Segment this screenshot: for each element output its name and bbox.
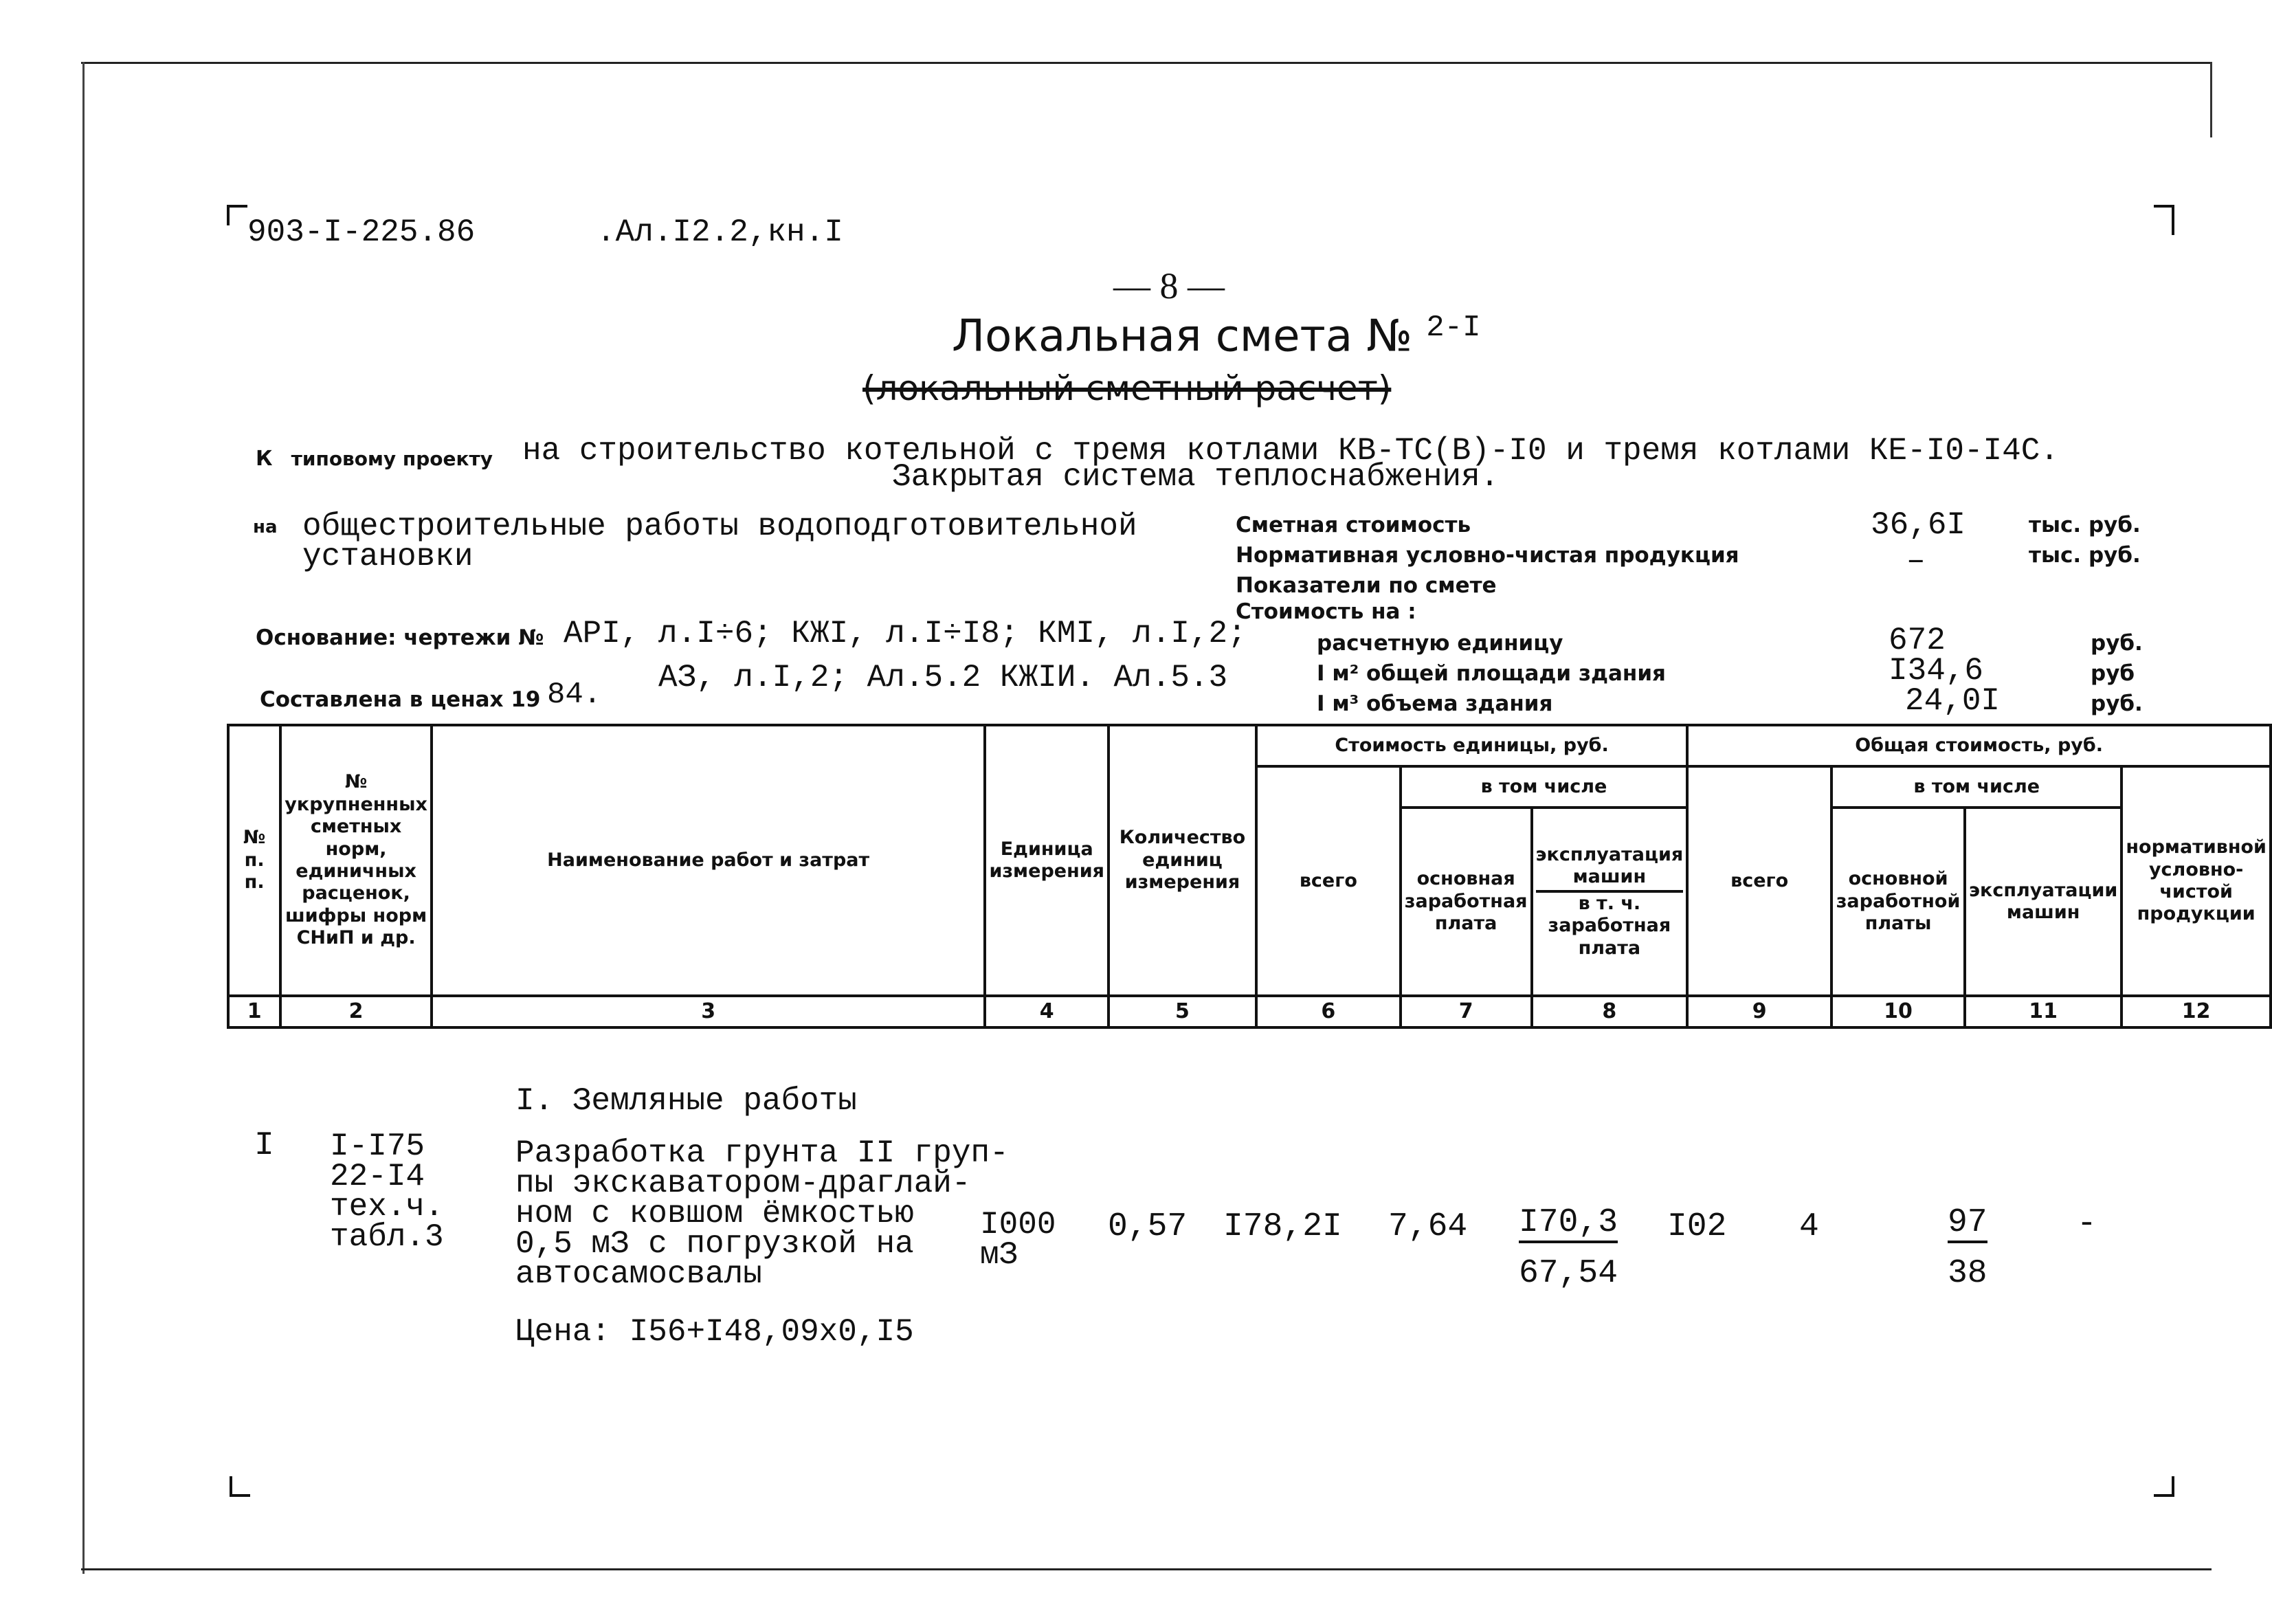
page-frame-top	[81, 62, 2212, 64]
header-quantity: Количество единиц измерения	[1109, 725, 1256, 996]
column-number: 3	[432, 996, 985, 1027]
row-code-line: I-I75	[330, 1128, 425, 1164]
page-number: — 8 —	[1113, 265, 1225, 307]
corner-mark-top-left	[227, 205, 247, 225]
project-prefix	[256, 447, 493, 471]
row-total-wage: 4	[1799, 1208, 1819, 1245]
page-frame-bottom	[81, 1568, 2212, 1570]
works-line1: общестроительные работы водоподготовительной	[302, 509, 1137, 544]
header-work-name: Наименование работ и затрат	[432, 725, 985, 996]
page-frame-left	[82, 62, 85, 1574]
doc-code: 903-I-225.86	[247, 214, 476, 250]
prefix-label: типовому проекту	[291, 447, 493, 470]
page-title	[952, 311, 1481, 361]
row-quantity: 0,57	[1108, 1208, 1188, 1245]
normative-product-value: –	[1906, 543, 1926, 579]
row-total-machines	[1948, 1204, 1987, 1243]
normative-product-label: Нормативная условно-чистая продукция	[1236, 543, 1739, 568]
prices-label: Составлена в ценах 19	[260, 687, 541, 712]
project-text-line1: на строительство котельной с тремя котлами КВ-ТС(В)-I0 и тремя котлами КЕ-I0-I4С.	[522, 433, 2059, 469]
row-normative-product: -	[2077, 1205, 2097, 1243]
corner-mark-bottom-right	[2154, 1476, 2174, 1497]
column-number: 10	[1831, 996, 1965, 1027]
header-unit-machines-bottom: в т. ч. заработная плата	[1548, 892, 1671, 959]
column-number: 12	[2121, 996, 2271, 1027]
per-unit-value: 672	[1889, 623, 1946, 658]
row-description-line: пы экскаватором-драглай-	[515, 1166, 971, 1201]
struck-subtitle: (локальный сметный расчет)	[862, 368, 1392, 408]
basis-label: Основание: чертежи №	[256, 625, 544, 650]
row-unit-machines-value: I70,3	[1519, 1206, 1618, 1243]
per-area-value: I34,6	[1889, 653, 1984, 689]
row-unit-line1: I000	[980, 1207, 1056, 1243]
column-number: 7	[1401, 996, 1532, 1027]
per-area-label: I м² общей площади здания	[1317, 661, 1666, 686]
row-code-line: тех.ч.	[330, 1189, 444, 1225]
per-volume-unit: руб.	[2091, 691, 2143, 716]
per-unit-unit: руб.	[2091, 631, 2143, 656]
column-number: 4	[985, 996, 1109, 1027]
row-description-line: ном с ковшом ёмкостью	[515, 1196, 914, 1232]
per-volume-label: I м³ объема здания	[1317, 691, 1553, 716]
header-norm-codes: № укрупненных сметных норм, единичных расценок, шифры норм СНиП и др.	[280, 725, 432, 996]
per-volume-value: 24,0I	[1905, 683, 2001, 719]
header-unit-total: всего	[1256, 766, 1401, 996]
row-number: I	[254, 1127, 274, 1164]
row-description-line: Разработка грунта II груп-	[515, 1135, 1009, 1171]
project-text-line2: Закрытая система теплоснабжения.	[892, 459, 1500, 495]
prices-year: 84.	[547, 678, 602, 712]
header-row-number: № п. п.	[228, 725, 280, 996]
row-unit-machines	[1519, 1204, 1618, 1243]
header-total: всего	[1687, 766, 1831, 996]
estimated-cost-value: 36,6I	[1871, 507, 1966, 543]
row-code-line: 22-I4	[330, 1159, 425, 1194]
column-number: 5	[1109, 996, 1256, 1027]
header-total-incl: в том числе	[1831, 766, 2121, 808]
row-unit-machines-wage: 67,54	[1519, 1255, 1618, 1292]
header-unit-machines	[1532, 808, 1688, 996]
page-title-text: Локальная смета №	[952, 311, 1412, 362]
row-code	[330, 1128, 444, 1255]
indicators-label: Показатели по смете	[1236, 573, 1497, 598]
header-total-machines: эксплуатации машин	[1965, 808, 2121, 996]
column-number: 6	[1256, 996, 1401, 1027]
header-total-wage: основной заработной платы	[1831, 808, 1965, 996]
header-unit-incl: в том числе	[1401, 766, 1687, 808]
per-unit-label: расчетную единицу	[1317, 631, 1563, 656]
section-title: I. Земляные работы	[515, 1083, 857, 1119]
basis-line1: АРI, л.I÷6; КЖI, л.I÷I8; КМI, л.I,2;	[564, 616, 1247, 652]
column-number: 9	[1687, 996, 1831, 1027]
row-description	[515, 1135, 1009, 1292]
estimated-cost-unit: тыс. руб.	[2029, 513, 2141, 537]
row-description-line: автосамосвалы	[515, 1256, 762, 1292]
row-total-machines-value: 97	[1948, 1206, 1987, 1243]
row-total: I02	[1667, 1208, 1727, 1245]
row-unit-wage: 7,64	[1388, 1208, 1468, 1245]
estimate-table	[227, 724, 2272, 1029]
header-normative-product: нормативной условно-чистой продукции	[2121, 766, 2271, 996]
column-number: 11	[1965, 996, 2121, 1027]
works-prefix: на	[253, 517, 278, 537]
row-unit	[980, 1207, 1056, 1273]
header-unit-cost-group: Стоимость единицы, руб.	[1256, 725, 1687, 766]
header-total-cost-group: Общая стоимость, руб.	[1687, 725, 2271, 766]
price-note: Цена: I56+I48,09х0,I5	[515, 1314, 914, 1350]
column-number: 1	[228, 996, 280, 1027]
basis-line2: АЗ, л.I,2; Ал.5.2 КЖIИ. Ал.5.3	[658, 660, 1228, 696]
per-area-unit: руб	[2091, 661, 2135, 686]
row-description-line: 0,5 мЗ с погрузкой на	[515, 1226, 914, 1262]
column-number: 8	[1532, 996, 1688, 1027]
works-line2: установки	[302, 539, 474, 575]
corner-mark-top-right	[2154, 205, 2174, 235]
corner-mark-bottom-left	[230, 1476, 250, 1497]
header-unit-wage: основная заработная плата	[1401, 808, 1532, 996]
page-frame-right	[2210, 62, 2212, 137]
column-number: 2	[280, 996, 432, 1027]
normative-product-unit: тыс. руб.	[2029, 543, 2141, 568]
prefix-k: К	[256, 447, 273, 471]
row-unit-total: I78,2I	[1223, 1208, 1342, 1245]
estimated-cost-label: Сметная стоимость	[1236, 513, 1471, 537]
page-title-number: 2-I	[1426, 311, 1481, 345]
row-unit-line2: мЗ	[980, 1237, 1018, 1273]
cost-per-label: Стоимость на :	[1236, 599, 1416, 624]
row-total-machines-wage: 38	[1948, 1255, 1987, 1292]
header-unit-machines-top: эксплуатация машин	[1536, 844, 1684, 893]
header-unit: Единица измерения	[985, 725, 1109, 996]
row-code-line: табл.3	[330, 1219, 444, 1255]
album-reference: .Ал.I2.2,кн.I	[597, 214, 843, 250]
